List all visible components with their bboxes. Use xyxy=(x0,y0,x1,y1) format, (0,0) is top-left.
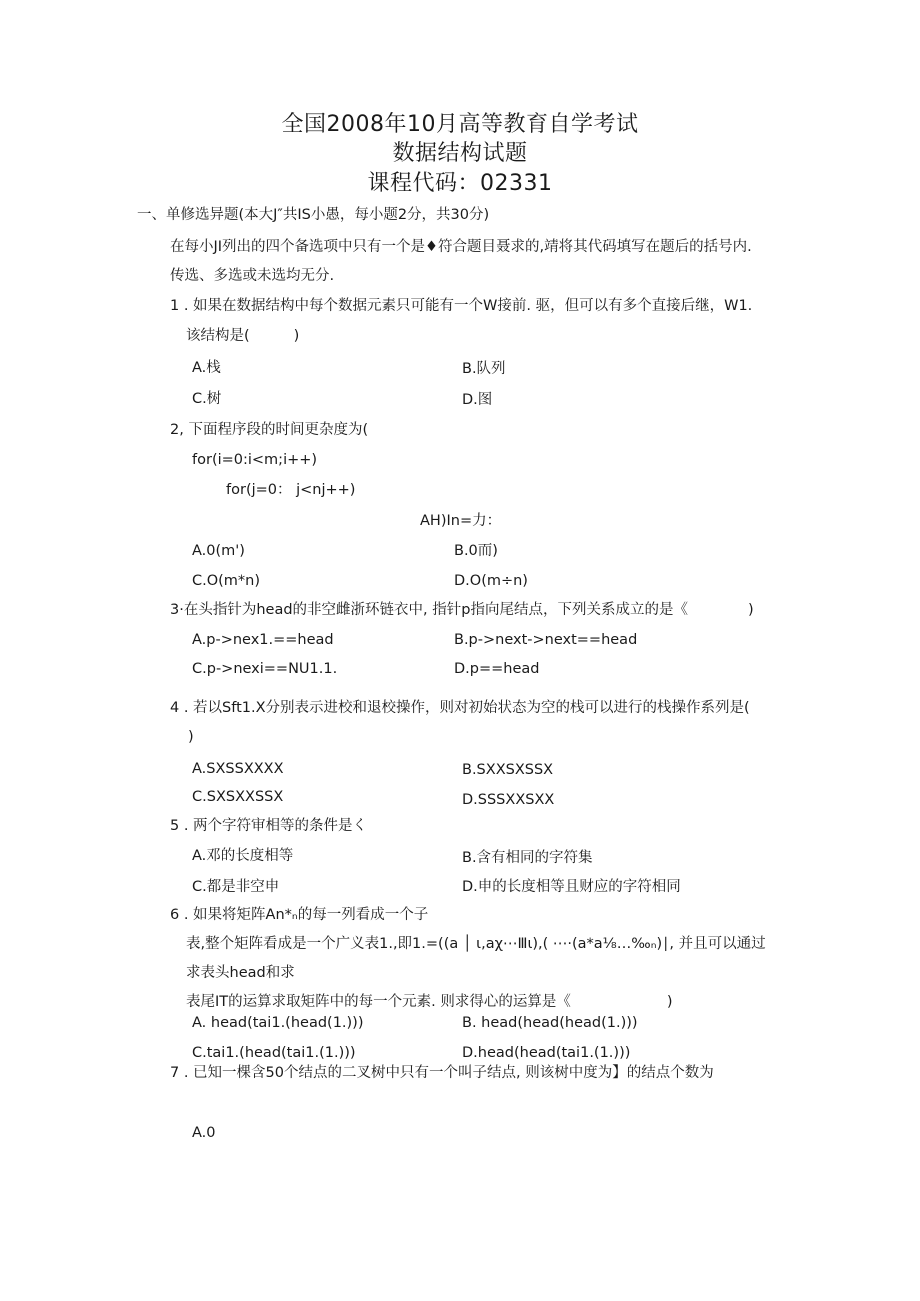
q5-option-c: C.都是非空申 xyxy=(192,879,280,895)
q2-option-a: A.0(m') xyxy=(192,543,245,559)
q6-option-a: A. head(tai1.(head(1.))) xyxy=(192,1015,364,1031)
instruction-line-1: 在每小JI列出的四个备选项中只有一个是♦符合题目聂求的,靖将其代码填写在题后的括号内. xyxy=(170,239,752,255)
q1-option-c: C.树 xyxy=(192,391,222,407)
q1-option-a: A.栈 xyxy=(192,360,221,376)
q2-code-line-3: AH)In=力： xyxy=(420,513,502,529)
subject-title: 数据结构试题 xyxy=(392,141,528,166)
q3-option-c: C.p->nexi==NU1.1. xyxy=(192,661,338,677)
q2-option-d: D.O(m÷n) xyxy=(454,573,528,589)
instruction-line-2: 传选、多选或未选均无分. xyxy=(170,268,335,284)
q7-option-a: A.0 xyxy=(192,1125,216,1141)
q6-option-d: D.head(head(tai1.(1.))) xyxy=(462,1045,631,1061)
q1-option-b: B.队列 xyxy=(462,361,506,377)
q1-stem: 1 . 如果在数据结构中每个数据元素只可能有一个W接前. 驱，但可以有多个直接后继，W1. xyxy=(170,298,753,314)
q3-close-paren: ) xyxy=(747,602,754,618)
q5-option-b: B.含有相同的字符集 xyxy=(462,850,593,866)
q1-option-d: D.图 xyxy=(462,392,493,408)
q6-stem-line-3: 求表头head和求 xyxy=(186,965,295,981)
q4-option-c: C.SXSXXSSX xyxy=(192,789,284,805)
q5-stem: 5 . 两个字符审相等的条件是く xyxy=(170,818,368,834)
q5-option-d: D.申的长度相等且财应的字符相同 xyxy=(462,879,681,895)
q3-stem-text: 3·在头指针为head的非空雌浙环链衣中, 指针p指向尾结点，下列关系成立的是《 xyxy=(170,602,688,618)
q4-option-d: D.SSSXXSXX xyxy=(462,792,555,808)
q1-close-paren: ) xyxy=(293,328,300,344)
q3-option-b: B.p->next->next==head xyxy=(454,632,638,648)
section-heading: 一、单修选异题(本大J″共IS小愚，每小题2分，共30分) xyxy=(137,207,490,223)
q2-stem: 2, 下面程序段的时间更杂度为( xyxy=(170,422,369,438)
q2-code-line-2: for(j=0： j<nj++) xyxy=(226,482,356,498)
q4-stem-cont: ) xyxy=(188,729,194,745)
q3-stem xyxy=(170,600,754,620)
q6-stem: 6 . 如果将矩阵An*ₙ的每一列看成一个子 xyxy=(170,907,429,923)
q1-stem-cont xyxy=(186,326,299,346)
q6-option-c: C.tai1.(head(tai1.(1.))) xyxy=(192,1045,356,1061)
q6-stem-line-4 xyxy=(186,992,673,1012)
course-code: 课程代码：02331 xyxy=(367,171,553,196)
q1-stem-text: 该结构是( xyxy=(186,328,250,344)
q6-close-paren: ) xyxy=(666,994,673,1010)
q5-option-a: A.邓的长度相等 xyxy=(192,848,294,864)
q4-option-a: A.SXSSXXXX xyxy=(192,761,284,777)
q3-option-a: A.p->nex1.==head xyxy=(192,632,334,648)
q6-stem-line-2: 表,整个矩阵看成是一个广义表1.,即1.=((a │ ι,aχ⋯Ⅲι),( ⋯·(a*a⅛…‰ₙ)∣, 并且可以通过 xyxy=(186,936,766,952)
q2-option-b: B.0而) xyxy=(454,543,498,559)
q2-option-c: C.O(m*n) xyxy=(192,573,261,589)
q6-stem-text: 表尾IT的运算求取矩阵中的每一个元素. 则求得心的运算是《 xyxy=(186,994,571,1010)
q2-code-line-1: for(i=0:i<m;i++) xyxy=(192,452,318,468)
q7-stem: 7 . 已知一棵含50个结点的二叉树中只有一个叫子结点, 则该树中度为】的结点个数为 xyxy=(170,1065,714,1081)
q4-option-b: B.SXXSXSSX xyxy=(462,762,554,778)
exam-title: 全国2008年10月高等教育自学考试 xyxy=(281,112,639,137)
q4-stem: 4 . 若以Sft1.X分别表示进校和退校操作，则对初始状态为空的栈可以进行的栈操作系列是( xyxy=(170,700,750,716)
q3-option-d: D.p==head xyxy=(454,661,540,677)
q6-option-b: B. head(head(head(1.))) xyxy=(462,1015,638,1031)
